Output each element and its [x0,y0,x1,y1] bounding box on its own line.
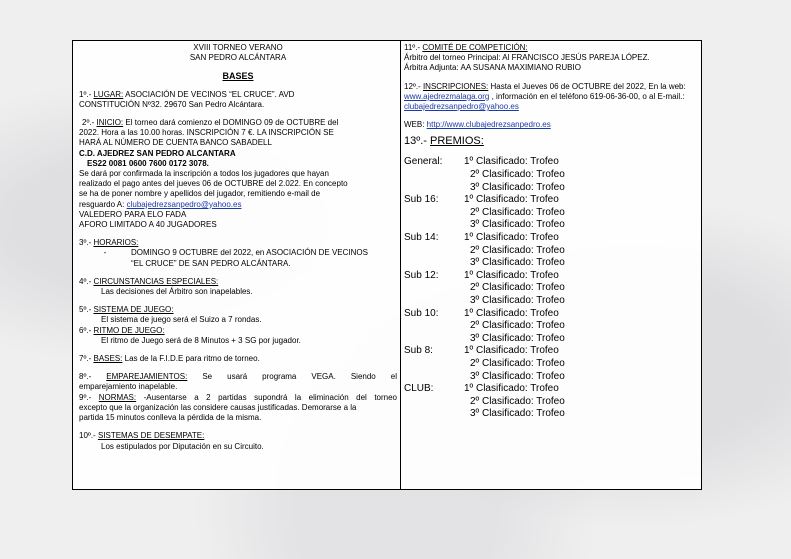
prize-entry: 3º Clasificado: Trofeo [470,181,565,193]
prize-row [404,270,698,283]
prize-entry: 1º Clasificado: Trofeo [464,156,559,168]
prize-row [404,194,698,207]
prize-row [404,182,698,195]
prize-category [404,270,698,308]
left-column [79,43,397,452]
column-divider [400,41,401,489]
section-inicio-heading: INICIO: [96,118,124,128]
prize-entry: 2º Clasificado: Trofeo [470,357,565,369]
prize-category-label: Sub 12: [404,269,439,281]
prize-row [404,295,698,308]
prize-row [404,345,698,358]
section-comite-heading: COMITÉ DE COMPETICIÓN: [422,43,528,52]
section-emparejamientos: 8º.- EMPAREJAMIENTOS: Se usará programa VEGA. Siendo el emparejamiento inapelable. [79,372,397,392]
bases-heading: BASES [222,71,254,82]
website-line: WEB: http://www.clubajedrezsanpedro.es [404,120,551,130]
prize-entry: 2º Clasificado: Trofeo [470,169,565,181]
bank-account-holder: C.D. AJEDREZ SAN PEDRO ALCANTARA [79,148,236,158]
section-lugar-address: CONSTITUCIÓN Nº32. 29670 San Pedro Alcántara. [79,99,265,109]
prize-row [404,156,698,169]
section-horarios-heading: HORARIOS: [93,238,139,248]
bank-iban: ES22 0081 0600 7600 0172 3078. [87,158,209,168]
prize-row [404,383,698,396]
inscription-email-link[interactable]: clubajedrezsanpedro@yahoo.es [404,102,519,112]
prize-category [404,345,698,383]
principal-arbiter: Árbitro del torneo Principal: Al FRANCISCO JESÚS PAREJA LÓPEZ. [404,53,650,63]
section-inscripciones-heading: INSCRIPCIONES: [422,81,489,91]
contact-email-link[interactable]: clubajedrezsanpedro@yahoo.es [126,199,242,209]
prize-category-label: CLUB: [404,383,434,395]
prizes-list [404,156,698,420]
prize-entry: 3º Clasificado: Trofeo [470,332,565,344]
prize-category-label: General: [404,156,443,168]
club-website-link[interactable]: http://www.clubajedrezsanpedro.es [426,120,551,130]
section-inscripciones: 12º.- INSCRIPCIONES: Hasta el Jueves 06 de OCTUBRE del 2022, En la web: www.ajedrezmalaga.org , información en el teléfono 619-06-36-00, o al E-mail.: clubajedrezsanpedro@yahoo.es [404,81,686,112]
prize-row [404,169,698,182]
section-comite: 11º.- COMITÉ DE COMPETICIÓN: Árbitro del torneo Principal: Al FRANCISCO JESÚS PAREJA LÓPEZ. Árbitra Adjunta: AA SUSANA MAXIMIANO RUBIO [404,43,698,74]
section-ritmo-heading: RITMO DE JUEGO: [93,325,165,335]
prize-row [404,282,698,295]
section-sistema-heading: SISTEMA DE JUEGO: [93,305,174,315]
elo-note: VALEDERO PARA ELO FADA [79,209,187,219]
section-bases-heading: BASES: [93,354,123,364]
prize-entry: 1º Clasificado: Trofeo [464,383,559,395]
section-lugar-heading: LUGAR: [93,89,124,99]
section-normas-heading: NORMAS: [98,392,137,402]
section-premios: 13º.- PREMIOS: [404,135,484,148]
section-horarios: 3º.- HORARIOS: - DOMINGO 9 OCTUBRE del 2022, en ASOCIACIÓN DE VECINOS “EL CRUCE” DE SAN PEDRO ALCÁNTARA. [79,238,368,268]
prize-category-label: Sub 14: [404,231,439,243]
section-inicio: 2º.- INICIO: El torneo dará comienzo el DOMINGO 09 de OCTUBRE del 2022. Hora a las 10.00 horas. INSCRIPCIÓN 7 €. LA INSCRIPCIÓN SE HARÁ AL NÚMERO DE CUENTA BANCO SABADELL C.D. AJEDREZ SAN PEDRO ALCANTARA ES22 0081 0600 7600 0172 3078. Se dará por confirmada la inscripción a todos los jugadores que hayan realizado el pago antes del jueves 06 de OCTUBRE del 2.022. En concepto se ha de poner nombre y apellidos del jugador, remitiendo e-mail de resguardo A: clubajedrezsanpedro@yahoo.es VALEDERO PARA ELO FADA AFORO LIMITADO A 40 JUGADORES [79,118,397,230]
section-bases-fide: 7º.- BASES: Las de la F.I.D.E para ritmo de torneo. [79,354,260,364]
prize-row [404,371,698,384]
prize-category [404,194,698,232]
prize-row [404,308,698,321]
prize-row [404,245,698,258]
section-lugar: 1º.- LUGAR: ASOCIACIÓN DE VECINOS “EL CRUCE”. AVD [79,89,295,99]
prize-entry: 3º Clasificado: Trofeo [470,408,565,420]
prize-entry: 3º Clasificado: Trofeo [470,294,565,306]
prize-row [404,232,698,245]
prize-entry: 1º Clasificado: Trofeo [464,269,559,281]
prize-category-label: Sub 10: [404,307,439,319]
assistant-arbiter: Árbitra Adjunta: AA SUSANA MAXIMIANO RUBIO [404,63,581,73]
prize-entry: 2º Clasificado: Trofeo [470,320,565,332]
section-sistema: 5º.- SISTEMA DE JUEGO: El sistema de juego será el Suizo a 7 rondas. [79,305,262,325]
section-normas: 9º.- NORMAS: -Ausentarse a 2 partidas supondrá la eliminación del torneo excepto que la organización las considere causas justificadas. Demorarse a la partida 15 minutos conlleva la pérdida de la misma. [79,392,398,423]
prize-entry: 1º Clasificado: Trofeo [464,194,559,206]
ajedrezmalaga-link[interactable]: www.ajedrezmalaga.org [404,91,490,101]
prize-category [404,156,698,194]
prize-entry: 1º Clasificado: Trofeo [464,345,559,357]
prize-category-label: Sub 16: [404,194,439,206]
prize-entry: 2º Clasificado: Trofeo [470,244,565,256]
prize-category [404,383,698,421]
tournament-location: SAN PEDRO ALCÁNTARA [189,53,287,63]
prize-entry: 2º Clasificado: Trofeo [470,206,565,218]
section-premios-heading: PREMIOS: [430,135,484,148]
section-desempate-heading: SISTEMAS DE DESEMPATE: [97,431,205,441]
right-column [404,43,698,421]
section-ritmo: 6º.- RITMO DE JUEGO: El ritmo de Juego será de 8 Minutos + 3 SG por jugador. [79,325,301,345]
prize-entry: 2º Clasificado: Trofeo [470,395,565,407]
capacity-note: AFORO LIMITADO A 40 JUGADORES [79,220,217,230]
prize-entry: 1º Clasificado: Trofeo [464,307,559,319]
prize-row [404,320,698,333]
prize-entry: 3º Clasificado: Trofeo [470,257,565,269]
section-emparejamientos-heading: EMPAREJAMIENTOS: [106,372,188,382]
prize-entry: 3º Clasificado: Trofeo [470,219,565,231]
prize-row [404,408,698,421]
prize-row [404,396,698,409]
prize-category [404,232,698,270]
prize-row [404,358,698,371]
bases-document [72,40,702,490]
prize-entry: 1º Clasificado: Trofeo [464,231,559,243]
prize-entry: 3º Clasificado: Trofeo [470,370,565,382]
prize-row [404,219,698,232]
prize-row [404,333,698,346]
prize-entry: 2º Clasificado: Trofeo [470,282,565,294]
tournament-title: XVIII TORNEO VERANO [193,43,283,52]
section-circunstancias-heading: CIRCUNSTANCIAS ESPECIALES: [93,276,219,286]
prize-category [404,308,698,346]
section-circunstancias: 4º.- CIRCUNSTANCIAS ESPECIALES: Las decisiones del Árbitro son inapelables. [79,276,253,297]
prize-row [404,257,698,270]
section-desempate: 10º.- SISTEMAS DE DESEMPATE: Los estipulados por Diputación en su Circuito. [79,431,264,451]
prize-category-label: Sub 8: [404,345,433,357]
prize-row [404,207,698,220]
